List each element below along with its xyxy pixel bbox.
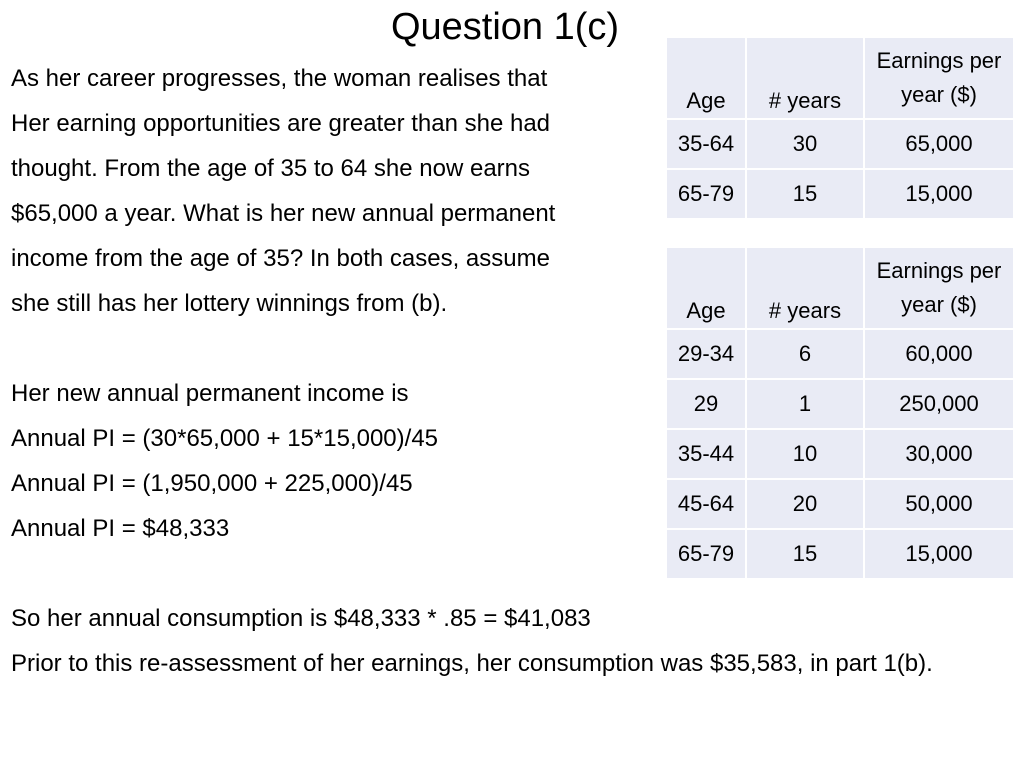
header-age: Age xyxy=(667,248,745,328)
table-row xyxy=(667,530,1013,578)
table-row xyxy=(667,480,1013,528)
question-line-1: As her career progresses, the woman realises that xyxy=(11,65,548,92)
question-line-5: income from the age of 35? In both cases, assume xyxy=(11,245,550,272)
header-earnings: Earnings per year ($) xyxy=(865,38,1013,118)
table-row xyxy=(667,380,1013,428)
cell-earnings: 65,000 xyxy=(865,120,1013,168)
header-years: # years xyxy=(747,38,863,118)
question-line-4: $65,000 a year. What is her new annual permanent xyxy=(11,200,556,227)
cell-years: 15 xyxy=(747,170,863,218)
table-row xyxy=(667,170,1013,218)
cell-earnings: 15,000 xyxy=(865,530,1013,578)
cell-earnings: 250,000 xyxy=(865,380,1013,428)
cell-years: 20 xyxy=(747,480,863,528)
cell-age: 35-64 xyxy=(667,120,745,168)
cell-earnings: 60,000 xyxy=(865,330,1013,378)
table-header-row xyxy=(667,248,1013,328)
cell-years: 6 xyxy=(747,330,863,378)
header-earnings: Earnings per year ($) xyxy=(865,248,1013,328)
table-header-row xyxy=(667,38,1013,118)
earnings-table-revised xyxy=(665,36,1015,220)
cell-years: 15 xyxy=(747,530,863,578)
question-line-3: thought. From the age of 35 to 64 she now earns xyxy=(11,155,530,182)
cell-years: 30 xyxy=(747,120,863,168)
cell-earnings: 15,000 xyxy=(865,170,1013,218)
answer-line-2: Annual PI = (30*65,000 + 15*15,000)/45 xyxy=(11,425,439,452)
answer-line-1: Her new annual permanent income is xyxy=(11,380,409,407)
cell-age: 45-64 xyxy=(667,480,745,528)
consumption-line: So her annual consumption is $48,333 * .85 = $41,083 xyxy=(11,605,591,632)
header-years: # years xyxy=(747,248,863,328)
cell-age: 65-79 xyxy=(667,170,745,218)
question-line-6: she still has her lottery winnings from (b). xyxy=(11,290,448,317)
cell-earnings: 50,000 xyxy=(865,480,1013,528)
question-line-2: Her earning opportunities are greater than she had xyxy=(11,110,551,137)
earnings-table-original xyxy=(665,246,1015,580)
cell-earnings: 30,000 xyxy=(865,430,1013,478)
table-row xyxy=(667,330,1013,378)
cell-age: 29 xyxy=(667,380,745,428)
slide-title: Question 1(c) xyxy=(390,6,620,48)
table-row xyxy=(667,430,1013,478)
cell-age: 35-44 xyxy=(667,430,745,478)
cell-years: 1 xyxy=(747,380,863,428)
cell-age: 29-34 xyxy=(667,330,745,378)
answer-line-3: Annual PI = (1,950,000 + 225,000)/45 xyxy=(11,470,413,497)
cell-years: 10 xyxy=(747,430,863,478)
header-age: Age xyxy=(667,38,745,118)
answer-line-4: Annual PI = $48,333 xyxy=(11,515,230,542)
prior-consumption-line: Prior to this re-assessment of her earnings, her consumption was $35,583, in part 1(b). xyxy=(11,650,933,677)
table-row xyxy=(667,120,1013,168)
cell-age: 65-79 xyxy=(667,530,745,578)
